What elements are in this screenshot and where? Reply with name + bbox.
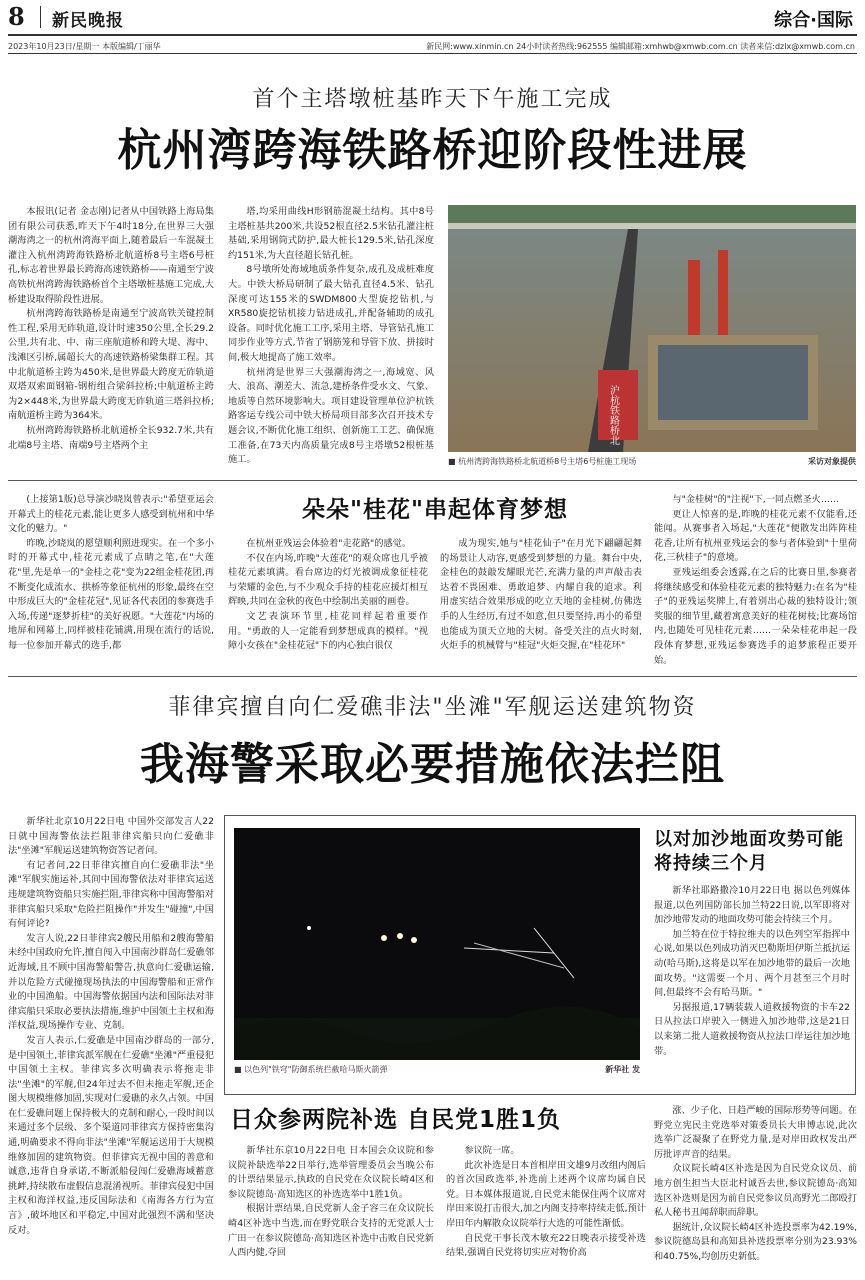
iron-dome-caption-text: 以色列"铁穹"防御系统拦截哈马斯火箭弹 [244,1065,388,1074]
story5-col3 [654,1104,857,1276]
story3-kicker: 菲律宾擅自向仁爱礁非法"坐滩"军舰运送建筑物资 [168,695,697,720]
story2-paragraph: 在杭州亚残运会体验着"走花路"的感觉。 [246,538,412,549]
divider [8,676,857,677]
story1-col1 [8,205,214,470]
story1-paragraph: 本报讯(记者 金志刚)记者从中国铁路上海局集团有限公司获悉,昨天下午4时18分,在世界三大强潮海湾之一的杭州湾海平面上,随着最后一车混凝土灌注入杭州湾跨海铁路桥北航道桥8号主塔6号桩孔,标志着世界最长跨海高速铁路桥——南通至宁波高铁杭州湾跨海铁路桥首个主塔墩桩基施工完成,大桥建设取得阶段性进展。 [8,206,214,305]
story2-col4 [654,493,857,668]
bridge-caption-text: 杭州湾跨海铁路桥北航道桥8号主塔6号桩施工现场 [458,457,637,466]
story3-paragraph: 发言人表示,仁爱礁是中国南沙群岛的一部分,是中国领土,菲律宾派军舰在仁爱礁"坐滩"严重侵犯中国领土主权。菲律宾多次明确表示将拖走非法"坐滩"的军舰,但24年过去不但未拖走军舰,还企图大规模维修加固,实现对仁爱礁的永久占领。中国在仁爱礁问题上保持极大的克制和耐心,一段时间以来通过多个层级、多个渠道同菲律宾方保持密集沟通,明确要求不得向非法"坐滩"军舰运送用于大规模维修加固的建筑物资。但菲律宾无视中国的善意和诚意,违背自身承诺,不断派船侵闯仁爱礁海域蓄意挑衅,持续散布虚假信息混淆视听。菲律宾侵犯中国主权和海洋权益,违反国际法和《南海各方行为宣言》,破坏地区和平稳定,中国对此强烈不满和坚决反对。 [8,1034,214,1236]
story1-paragraph: 杭州湾是世界三大强潮海湾之一,海域宽、风大、浪高、潮差大、流急,建桥条件受水文、气象、地质等自然环境影响大。项目建设管理单位沪杭铁路客运专线公司中铁大桥局项目部多次召开技术专题会议,不断优化施工组织、创新施工工艺、确保施工准备,在73天内高质量完成8号主塔墩52根桩基施工。 [228,366,434,466]
story5-headline: 日众参两院补选 自民党1胜1负 [230,1107,562,1133]
story1-paragraph: 杭州湾跨海铁路桥是南通至宁波高铁关键控制性工程,采用无砟轨道,设计时速350公里,全长29.2公里,共有北、中、南三座航道桥和跨大堤、海中、浅滩区引桥,属超长大的高速铁路桥梁集群工程。其中北航道桥主跨为450米,是世界最大跨度无砟轨道双塔双索面钢箱-钢桁组合梁斜拉桥;中航道桥主跨为2×448米,为世界最大跨度无砟轨道三塔斜拉桥;南航道桥主跨为364米。 [8,308,214,422]
story2-col2 [228,537,428,667]
story2-paragraph: 成为现实,她与"桂花仙子"在月光下翩翩起舞的场景让人动容,更感受到梦想的力量。舞台中央,金桂色的鼓敲发耀眼光芒,充满力量的声声敲击表达着不畏困难、勇敢追梦、内耀自我的追求。利用虚实结合效果形成的吃立天地的金桂树,仿佛选手的人生经历,有过不如意,但只要坚持,再小的希望也能成为顶天立地的大树。备受关注的点火时刻,火炬手的机械臂与"桂冠"火炬交握,在"桂花环" [440,538,642,652]
story3-paragraph: 发言人说,22日菲律宾2艘民用船和2艘海警船未经中国政府允许,擅自闯入中国南沙群岛仁爱礁邻近海域,且不顾中国海警船警告,执意向仁爱礁运输,并以危险方式碰撞现场执法的中国海警船和正常作业的中国渔船。中国海警依据国内法和国际法对菲律宾船只采取必要执法措施,维护中国领土主权和海洋权益,现场操作专业、克制。 [8,932,214,1032]
story2-col3 [440,537,642,667]
iron-dome-caption: ■ 以色列"铁穹"防御系统拦截哈马斯火箭弹 [234,1065,388,1074]
story4-paragraph: 新华社耶路撒冷10月22日电 据以色列媒体报道,以色列国防部长加兰特22日说,以军即将对加沙地带发动的地面攻势可能会持续三个月。 [654,885,850,926]
story5-paragraph: 涨、少子化、日趋严峻的国际形势等问题。在野党立宪民主党选举对策委员长大串博志说,此次选举广泛凝聚了在野党力量,是对岸田政权发出严厉批评声音的结果。 [654,1105,857,1160]
story5-col1 [228,1144,434,1276]
story2-paragraph: 亚残运组委会透露,在之后的比赛日里,参赛者将继续感受和体验桂花元素的独特魅力:在名为"桂子"的亚残运奖牌上,有着别出心裁的独特设计;领奖服的细节里,藏着寓意美好的桂花树枝;比赛场馆内,也随处可见桂花元素……一朵朵桂花串起一段段体育梦想,亚残运参赛选手的追梦旅程正要开始。 [654,566,857,666]
story1-headline: 杭州湾跨海铁路桥迎阶段性进展 [117,125,748,176]
dateline: 2023年10月23日/星期一 本版编辑/丁丽华 [8,42,161,51]
story5-paragraph: 据统计,众议院长崎4区补选投票率为42.19%,参议院德岛县和高知县补选投票率分别为23.93%和40.75%,均创历史新低。 [654,1221,857,1262]
contact-info: 新民网:www.xinmin.cn 24小时读者热线:962555 编辑邮箱:xmhwb@xmwb.com.cn 读者来信:dzlx@xmwb.com.cn [426,42,855,51]
story4-col [654,884,850,1089]
banner-text: 沪杭铁路桥北 [607,385,619,445]
story5-paragraph: 此次补选是日本首相岸田文雄9月改组内阁后的首次国政选举,补选前上述两个议席均属自民党。日本媒体报道说,自民党未能保住两个议席对岸田来说打击很大,加之内阁支持率持续走低,预计岸田年内解散众议院举行大选的可能性渐低。 [446,1159,646,1229]
section-title: 综合·国际 [774,10,853,31]
masthead-rule [8,34,857,36]
story3-col [8,815,214,1275]
story2-col1 [8,493,214,668]
iron-dome-photo [234,828,640,1060]
story5-paragraph: 众议院长崎4区补选是因为自民党众议员、前地方创生担当大臣北村诚吾去世,参议院德岛·高知选区补选则是因为前自民党参议员高野光二郎殴打私人秘书丑闻辞职而辞职。 [654,1163,857,1219]
iron-dome-credit: 新华社 发 [605,1065,640,1074]
story5-paragraph: 新华社东京10月22日电 日本国会众议院和参议院补缺选举22日举行,选举管理委员会当晚公布的计票结果显示,执政的自民党在众议院长崎4区和参议院德岛·高知选区的补选选举中1胜1负。 [228,1145,434,1200]
story1-paragraph: 塔,均采用曲线H形钢筋混凝土结构。其中8号主塔桩基共200米,共设52根直径2.5米钻孔灌注桩基础,采用钢筒式防护,最大桩长129.5米,钻孔深度约151米,为大直径超长钻孔桩。 [228,206,434,261]
divider [8,480,857,481]
paper-name: 新民晚报 [52,11,124,31]
bridge-photo [448,205,856,452]
story5-col2 [446,1144,646,1276]
bridge-photo-caption: ■ 杭州湾跨海铁路桥北航道桥8号主塔6号桩施工现场 [448,457,637,466]
masthead-divider [40,6,41,28]
story3-paragraph: 新华社北京10月22日电 中国外交部发言人22日就中国海警依法拦阻菲律宾船只向仁爱礁非法"坐滩"军舰运送建筑物资答记者问。 [8,816,214,857]
story2-paragraph: 更让人惊喜的是,昨晚的桂花元素不仅能看,还能闻。从赛事者入场起,"大莲花"便散发出阵阵桂花香,让所有杭州亚残运会的参与者体验到"十里荷花,三秋桂子"的意境。 [654,508,857,564]
dateline-rule [8,53,857,54]
story2-headline: 朵朵"桂花"串起体育梦想 [302,497,568,523]
story2-paragraph: (上接第1版)总导演沙晓岚曾表示:"希望亚运会开幕式上的桂花元素,能让更多人感受到杭州和中华文化的魅力。" [8,494,214,535]
story2-paragraph: 与"金桂树"的"注视"下,一同点燃圣火…… [672,494,840,505]
story4-headline: 以对加沙地面攻势可能将持续三个月 [654,829,844,874]
story1-paragraph: 杭州湾跨海铁路桥北航道桥全长932.7米,共有北端8号主塔、南端9号主塔两个主 [8,424,214,451]
story2-paragraph: 文艺表演环节里,桂花同样起着重要作用。"勇敢的人一定能看到梦想成真的模样。"视障小女孩在"金桂花冠"下的内心独白很仅 [228,610,428,652]
story5-paragraph: 参议院一席。 [464,1145,520,1156]
story4-paragraph: 另据报道,17辆装载人道救援物资的卡车22日从拉法口岸驶入一侧进入加沙地带,这是21日以来第二批人道救援物资从拉法口岸运往加沙地带。 [654,1001,850,1057]
story1-paragraph: 8号墩所处海域地质条件复杂,成孔及成桩难度大。中铁大桥局研制了最大钻孔直径4.5米、钻孔深度可达155米的SWDM800大型旋挖钻机,与XR580旋挖钻机接力钻进成孔,并配备辅助的成孔设备。同时优化施工工序,采用主塔、导管钻孔施工同步作业等方式,节省了钢筋笼和导管下放、拼接时间,极大地提高了施工效率。 [228,264,434,363]
story5-paragraph: 自民党干事长茂木敏充22日晚表示接受补选结果,强调自民党将切实应对物价高 [446,1232,646,1259]
story3-paragraph: 有记者问,22日菲律宾擅自向仁爱礁非法"坐滩"军舰实施运补,其间中国海警依法对菲律宾运送违规建筑物资船只实施拦阻,菲律宾称中国海警船对菲律宾船只采取"危险拦阻操作"并发生"碰撞",中国有何评论? [8,859,214,930]
masthead [0,0,865,51]
story1-kicker: 首个主塔墩桩基昨天下午施工完成 [252,87,613,112]
story2-paragraph: 不仅在内场,昨晚"大莲花"的观众席也几乎被桂花元素填满。看台席边的灯光被调成象征桂花与荣耀的金色,与不少观众手持的桂花应援灯相互辉映,共同在金秋的夜色中绘制出美丽的画卷。 [228,552,428,608]
story3-headline: 我海警采取必要措施依法拦阻 [140,739,725,790]
story5-paragraph: 根据计票结果,自民党新人金子容三在众议院长崎4区补选中当选,而在野党联合支持的无党派人士广田一在参议院德岛·高知选区补选中击败自民党新人西内健,夺回 [228,1203,434,1259]
story2-paragraph: 昨晚,沙晓岚的愿望顺利照进现实。在一个多小时的开幕式中,桂花元素成了点睛之笔,在"大莲花"里,先是单一的"金桂之花"变为22组金桂花团,再不断变化成流水、拱桥等象征杭州的形象,最终在空中形成巨大的"金桂花冠",见证各代表团的参赛选手入场,传递"逐梦折桂"的美好祝愿。"大莲花"内场的地屏和网幕上,同样被桂花铺满,用现在流行的话说,每一位参加开幕式的选手,都 [8,537,214,651]
bridge-photo-credit: 采访对象提供 [808,457,856,466]
story4-paragraph: 加兰特在位于特拉维夫的以色列空军指挥中心说,如果以色列成功消灭巴勒斯坦伊斯兰抵抗运动(哈马斯),这将是以军在加沙地带的最后一次地面攻势。"这需要一个月、两个月甚至三个月时间,但最终不会有哈马斯。" [654,928,850,999]
page-number: 8 [8,2,25,31]
story1-col2 [228,205,434,470]
